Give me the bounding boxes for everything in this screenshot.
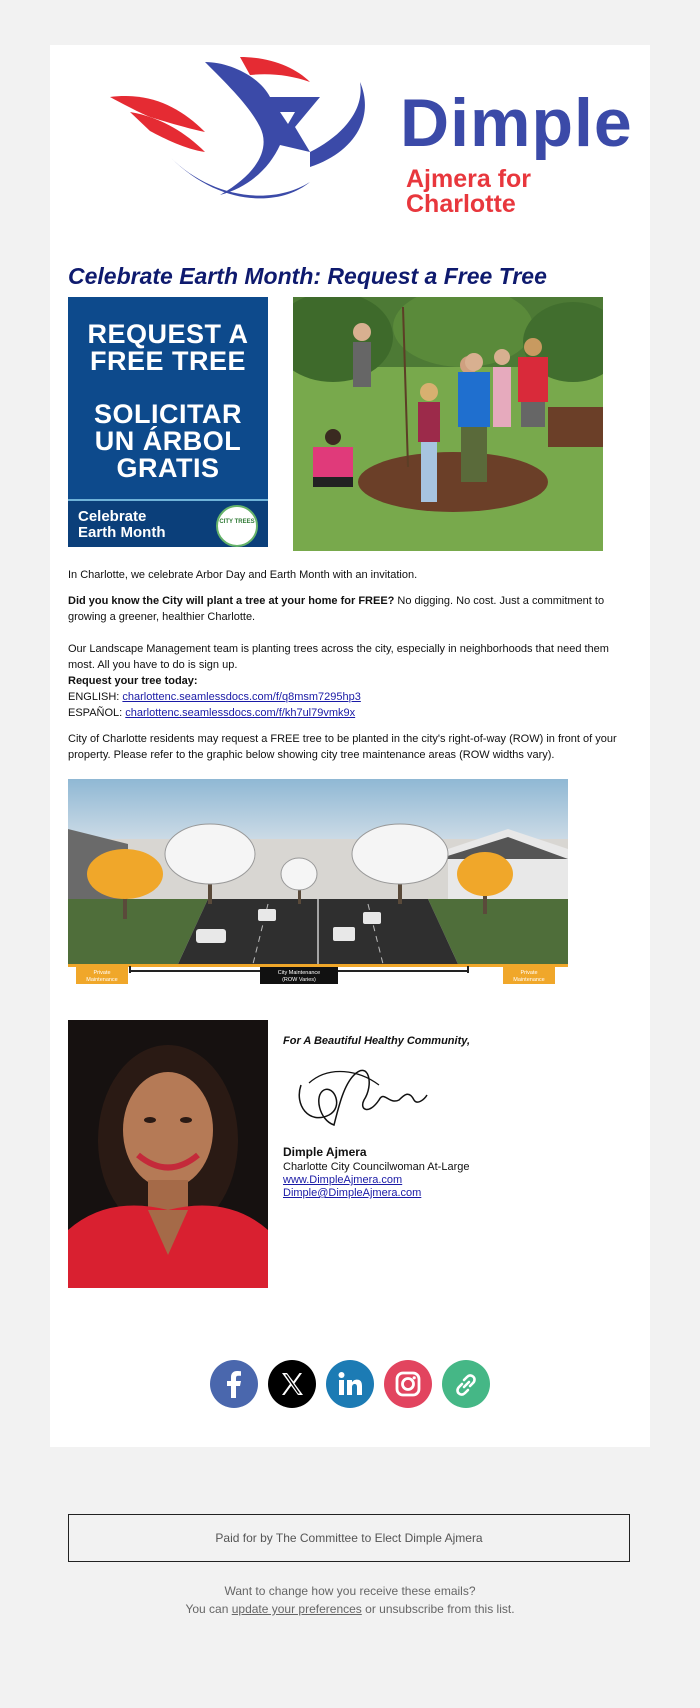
campaign-logo	[110, 57, 633, 218]
flyer-line: FREE TREE	[89, 346, 247, 376]
spanish-label: ESPAÑOL:	[68, 707, 126, 719]
tree-planting-photo	[293, 297, 603, 551]
flyer-footer	[68, 499, 268, 547]
free-tree-paragraph	[68, 593, 632, 625]
flyer-line: SOLICITAR	[94, 399, 242, 429]
instagram-icon[interactable]	[384, 1360, 432, 1408]
flyer-footer-line: Earth Month	[78, 524, 166, 541]
spanish-signup-link[interactable]: charlottenc.seamlessdocs.com/f/kh7ul79vmk9x	[125, 707, 356, 719]
facebook-icon[interactable]	[210, 1360, 258, 1408]
flyer-spanish-text	[68, 401, 268, 482]
website-link[interactable]: www.DimpleAjmera.com	[283, 1174, 403, 1186]
intro-paragraph: In Charlotte, we celebrate Arbor Day and Earth Month with an invitation.	[68, 569, 418, 581]
flyer-line: GRATIS	[116, 453, 220, 483]
private-right-label: Maintenance	[513, 977, 545, 983]
english-signup-link[interactable]: charlottenc.seamlessdocs.com/f/q8msm7295hp3	[122, 691, 361, 703]
badge-label: CITY TREES	[219, 519, 255, 525]
city-maintenance-label: (ROW Varies)	[282, 977, 316, 983]
city-trees-badge-icon	[216, 505, 258, 547]
you-can-text: You can	[185, 1602, 232, 1616]
flyer-line: REQUEST A	[87, 319, 249, 349]
row-note-paragraph: City of Charlotte residents may request a FREE tree to be planted in the city's right-of-way (ROW) in front of your property. Please refer to the graphic below showing city tree maintenance areas (ROW widths vary).	[68, 733, 617, 761]
logo-tagline: Ajmera for Charlotte	[406, 165, 532, 218]
email-link[interactable]: Dimple@DimpleAjmera.com	[283, 1187, 422, 1199]
handwritten-signature	[289, 1055, 429, 1135]
english-label: ENGLISH:	[68, 691, 123, 703]
landscape-team-text: Our Landscape Management team is planting trees across the city, especially in neighborhoods that need them most. All you have to do is sign up.	[68, 643, 609, 671]
signature-block	[283, 1035, 623, 1199]
change-prompt: Want to change how you receive these emails?	[224, 1584, 476, 1598]
flyer-footer-line: Celebrate	[78, 508, 147, 525]
preferences-line	[0, 1602, 700, 1616]
street-maintenance-graphic	[68, 779, 568, 984]
request-heading-text: Request your tree today:	[68, 675, 198, 687]
private-left-label: Private	[93, 970, 111, 976]
flyer-line: UN ÁRBOL	[94, 426, 242, 456]
request-heading	[68, 673, 632, 689]
x-icon[interactable]	[268, 1360, 316, 1408]
request-tree-flyer[interactable]	[68, 297, 268, 547]
paid-for-disclaimer: Paid for by The Committee to Elect Dimple Ajmera	[68, 1514, 630, 1562]
private-left-label: Maintenance	[86, 977, 118, 983]
unsubscribe-text: or unsubscribe from this list.	[361, 1602, 515, 1616]
email-card	[50, 45, 650, 1447]
star-wing-logo-mark	[110, 57, 400, 207]
flyer-english-text	[68, 321, 268, 375]
logo-wordmark: Dimple	[400, 85, 633, 161]
headline: Celebrate Earth Month: Request a Free Tree	[68, 263, 547, 289]
private-right-label: Private	[520, 970, 538, 976]
signature-greeting: For A Beautiful Healthy Community,	[283, 1035, 471, 1047]
linkedin-icon[interactable]	[326, 1360, 374, 1408]
flyer-footer-text	[78, 509, 166, 541]
link-icon[interactable]	[442, 1360, 490, 1408]
signature-name: Dimple Ajmera	[283, 1145, 367, 1159]
landscape-paragraph	[68, 641, 632, 721]
candidate-portrait	[68, 1020, 268, 1288]
signature-title: Charlotte City Councilwoman At-Large	[283, 1161, 470, 1173]
free-tree-detail: No digging. No cost. Just a commitment to growing a greener, healthier Charlotte.	[68, 595, 605, 623]
spanish-line	[68, 705, 632, 721]
update-preferences-link[interactable]: update your preferences	[231, 1602, 362, 1616]
free-tree-question: Did you know the City will plant a tree at your home for FREE?	[68, 595, 395, 607]
city-maintenance-label: City Maintenance	[277, 970, 321, 976]
english-line	[68, 689, 632, 705]
